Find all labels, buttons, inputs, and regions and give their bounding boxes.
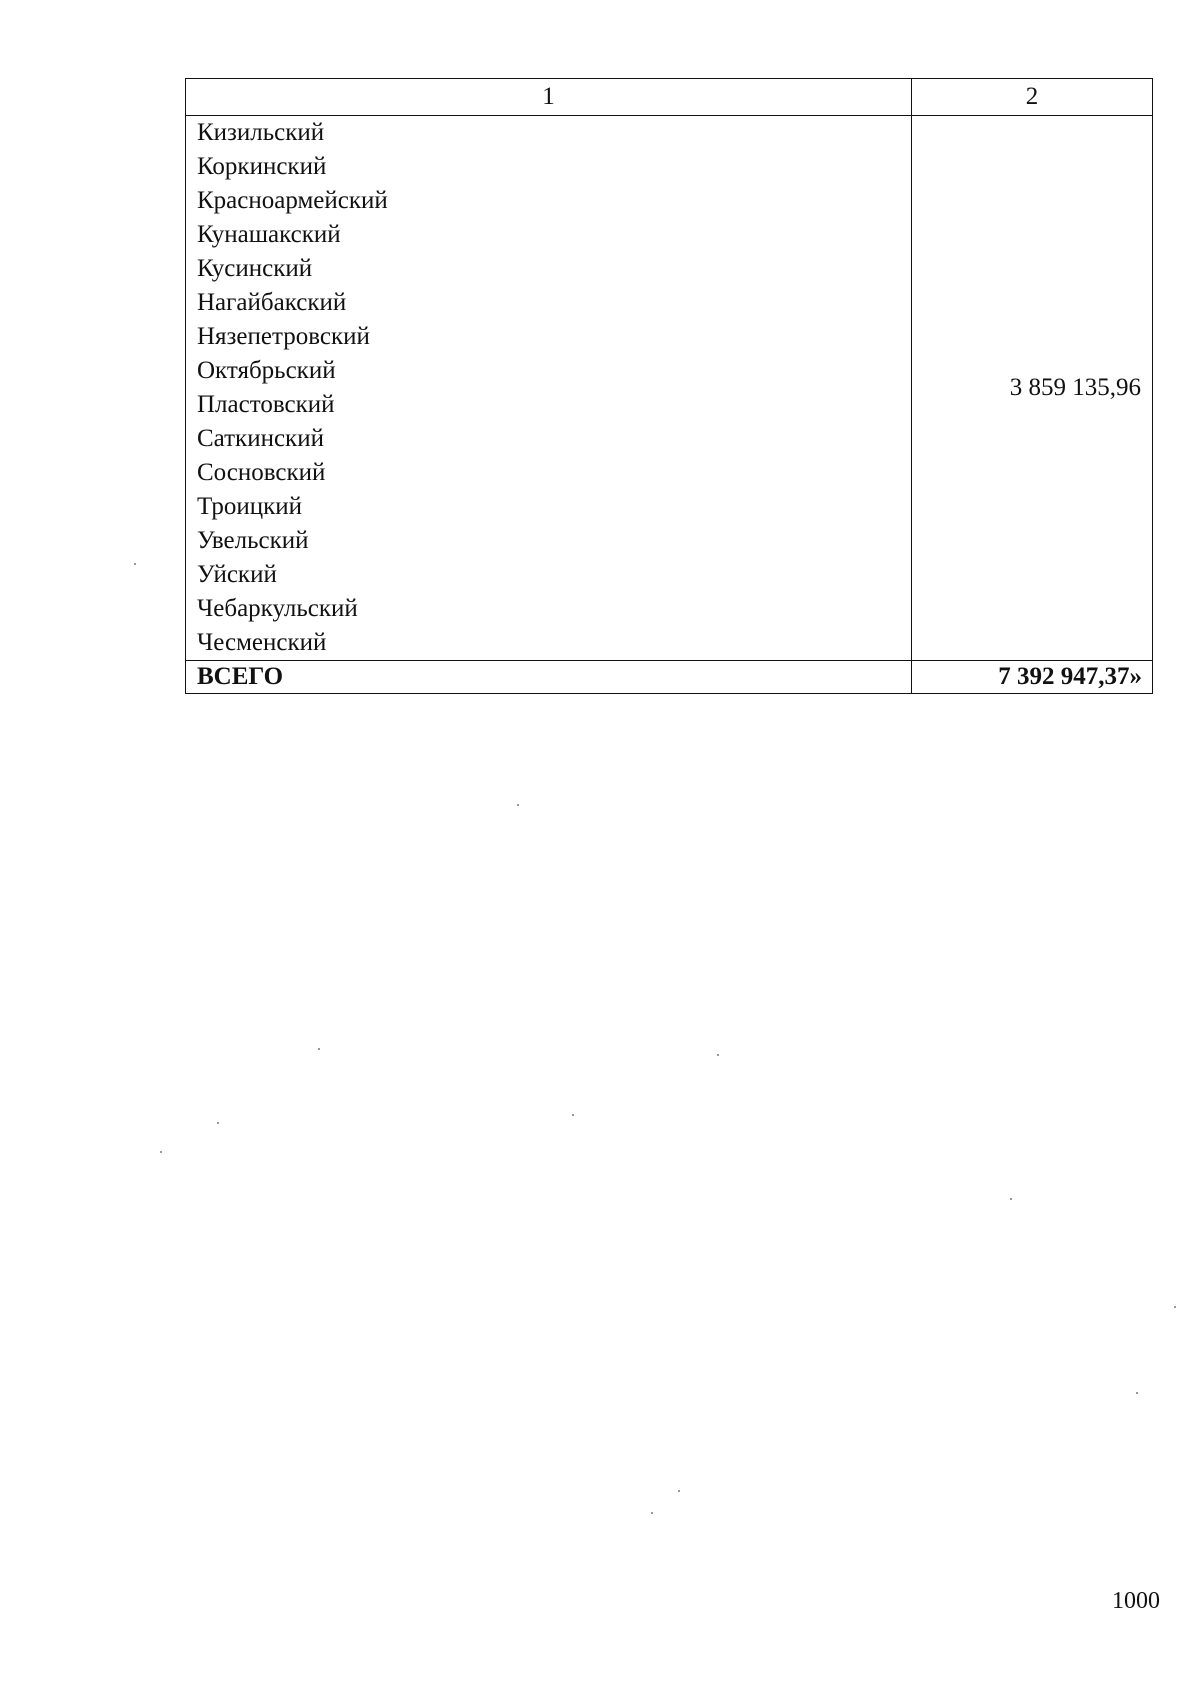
district-name: Чебаркульский xyxy=(197,595,358,622)
district-name: Кизильский xyxy=(197,119,325,146)
header-column-1: 1 xyxy=(186,79,912,116)
scan-speck xyxy=(717,1054,719,1056)
district-name: Красноармейский xyxy=(197,187,388,214)
district-name: Кусинский xyxy=(197,255,313,282)
scan-speck xyxy=(160,1151,162,1153)
scan-speck xyxy=(1136,1392,1138,1394)
scan-speck xyxy=(134,563,136,565)
header-column-2: 2 xyxy=(912,79,1153,116)
distribution-table xyxy=(185,78,1153,694)
scan-speck xyxy=(1174,1306,1176,1308)
total-row xyxy=(186,661,1153,694)
scan-speck xyxy=(651,1512,653,1514)
district-name: Нязепетровский xyxy=(197,323,370,350)
district-name: Троицкий xyxy=(197,493,302,520)
district-name: Коркинский xyxy=(197,153,327,180)
group-value-cell: 3 859 135,96 xyxy=(912,116,1153,661)
district-name: Уйский xyxy=(197,561,277,588)
total-value: 7 392 947,37» xyxy=(912,661,1153,694)
page-number: 1000 xyxy=(1112,1588,1160,1614)
district-name: Увельский xyxy=(197,527,309,554)
district-names-cell xyxy=(186,116,912,661)
district-name: Пластовский xyxy=(197,391,335,418)
scan-speck xyxy=(678,1490,680,1492)
total-label: ВСЕГО xyxy=(186,661,912,694)
table-row xyxy=(186,116,1153,661)
scan-speck xyxy=(1010,1198,1012,1200)
district-name: Саткинский xyxy=(197,425,324,452)
district-name: Чесменский xyxy=(197,629,327,656)
scan-speck xyxy=(318,1048,320,1050)
district-name: Сосновский xyxy=(197,459,326,486)
table-header-row xyxy=(186,79,1153,116)
scan-speck xyxy=(217,1122,219,1124)
district-name: Октябрьский xyxy=(197,357,336,384)
scan-speck xyxy=(517,804,519,806)
scan-speck xyxy=(572,1114,574,1116)
district-name: Нагайбакский xyxy=(197,289,347,316)
district-name: Кунашакский xyxy=(197,221,341,248)
